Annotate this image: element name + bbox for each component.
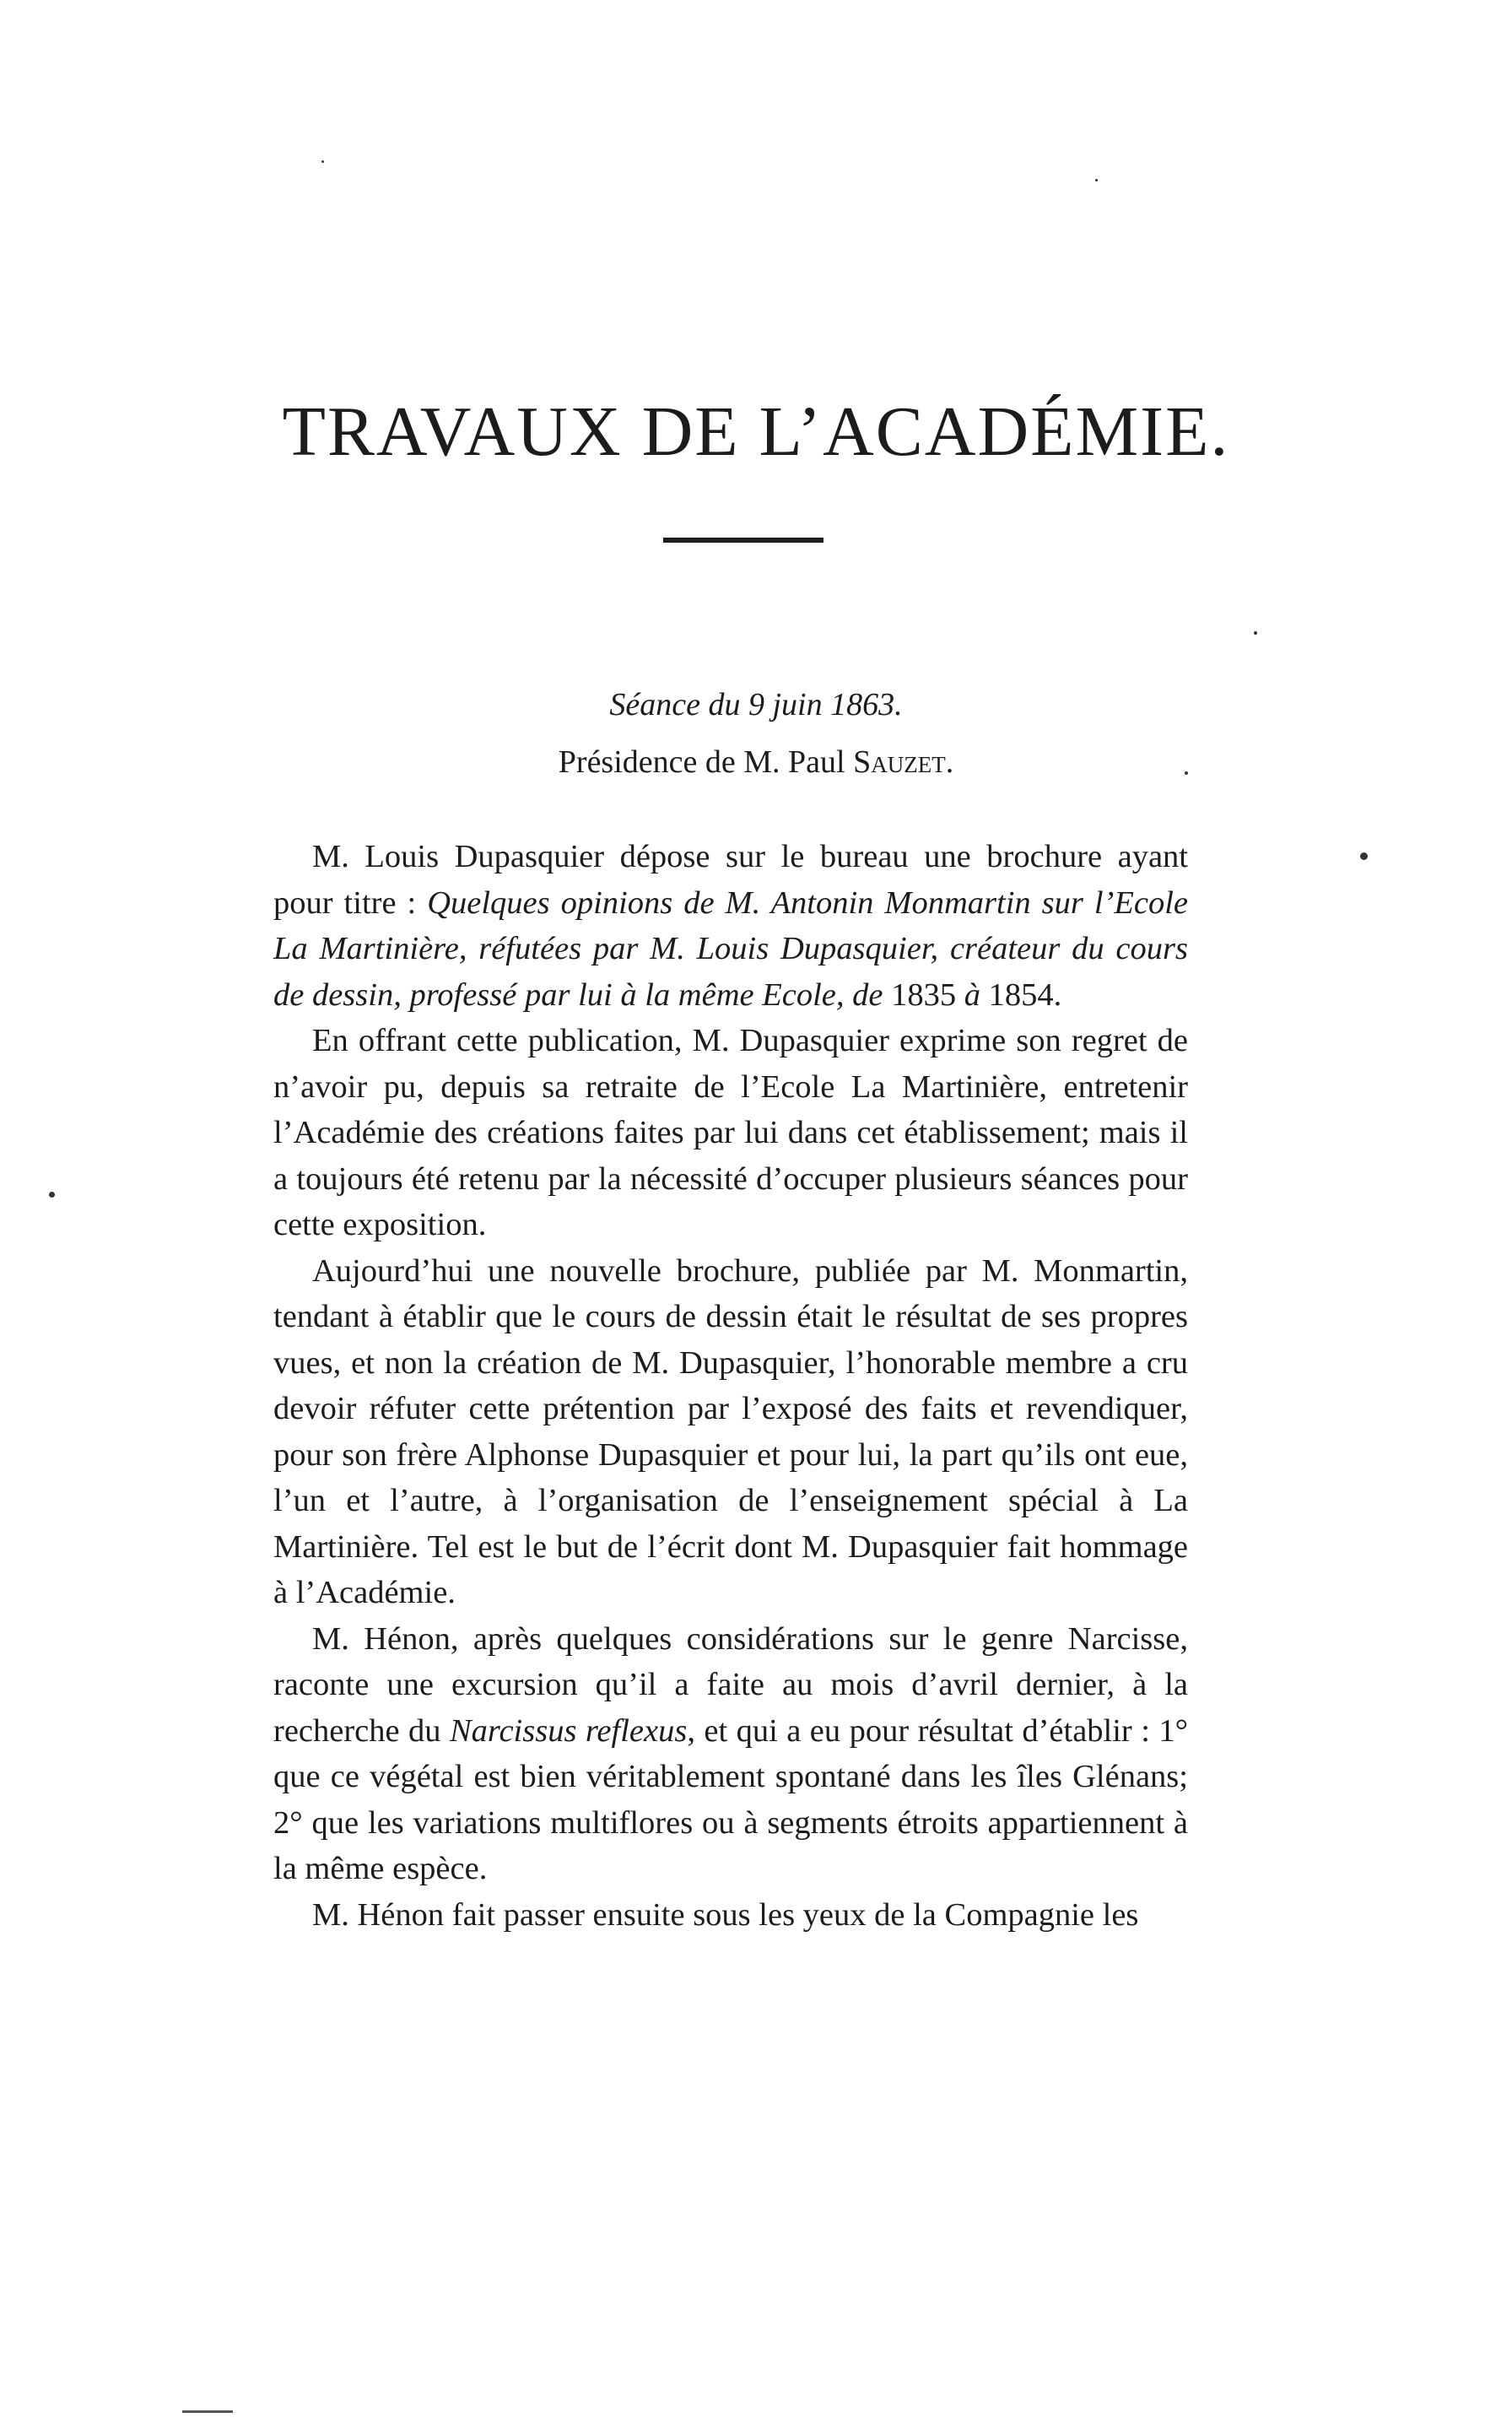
margin-speck <box>1360 852 1368 860</box>
presidency-suffix: . <box>945 744 954 780</box>
paragraph-henon-narcisse <box>273 1616 1188 1892</box>
president-name: Sauzet <box>853 744 946 780</box>
paragraph-regret: En offrant cette publication, M. Dupasquier exprime son regret de n’avoir pu, depuis sa retraite de l’Ecole La Martinière, entretenir l’Académie des créations faites par lui dans cet établissement; mais il a toujours été retenu par la nécessité d’occuper plusieurs séances pour cette exposition. <box>273 1023 1188 1242</box>
margin-speck <box>1185 771 1188 775</box>
paragraph-italic: à <box>964 976 980 1013</box>
title-rule <box>663 538 824 543</box>
margin-speck <box>49 1192 55 1198</box>
margin-speck <box>1095 179 1098 181</box>
paragraph-text: 1835 <box>883 976 964 1013</box>
margin-speck <box>1254 631 1257 635</box>
paragraph-text: , et qui a eu pour résultat d’établir : 1° que ce végétal est bien véritablement spontané dans les îles Glénans; 2° que les variations multiflores ou à segments étroits appartiennent à la même espèce. <box>273 1712 1188 1886</box>
paragraph-text: M. Louis Dupasquier dépose sur le bureau une brochure ayant pour titre : <box>273 839 1188 921</box>
page-title: TRAVAUX DE L’ACADÉMIE. <box>282 392 1230 471</box>
paragraph-new-brochure: Aujourd’hui une nouvelle brochure, publiée par M. Monmartin, tendant à établir que le cours de dessin était le résultat de ses propres vues, et non la création de M. Dupasquier, l’honorable membre a cru devoir réfuter cette prétention par l’exposé des faits et revendiquer, pour son frère Alphonse Dupasquier et pour lui, la part qu’ils ont eue, l’un et l’autre, à l’organisation de l’enseignement spécial à La Martinière. Tel est le but de l’écrit dont M. Dupasquier fait hommage à l’Académie. <box>273 1252 1188 1610</box>
paragraph-text: 1854. <box>980 976 1062 1013</box>
presidency-prefix: Présidence de M. Paul <box>558 744 854 780</box>
body-text <box>273 834 1188 1938</box>
paragraph-henon-continued: M. Hénon fait passer ensuite sous les yeux de la Compagnie les <box>312 1896 1139 1933</box>
paragraph-text: M. Hénon, après quelques considérations sur le genre Narcisse, raconte une excursion qu’il a faite au mois d’avril dernier, à la recherche du <box>273 1620 1188 1749</box>
brochure-title: Quelques opinions de M. Antonin Monmartin sur l’Ecole La Martinière, réfutées par M. Louis Dupasquier, créateur du cours de dessin, professé par lui à la même Ecole, de <box>273 884 1188 1013</box>
paragraph-brochure <box>273 834 1188 1018</box>
margin-speck <box>321 160 324 163</box>
species-name: Narcissus reflexus <box>449 1712 688 1749</box>
bottom-speck <box>182 2410 233 2413</box>
presidency-line <box>0 746 1512 778</box>
session-date: Séance du 9 juin 1863. <box>609 687 903 722</box>
